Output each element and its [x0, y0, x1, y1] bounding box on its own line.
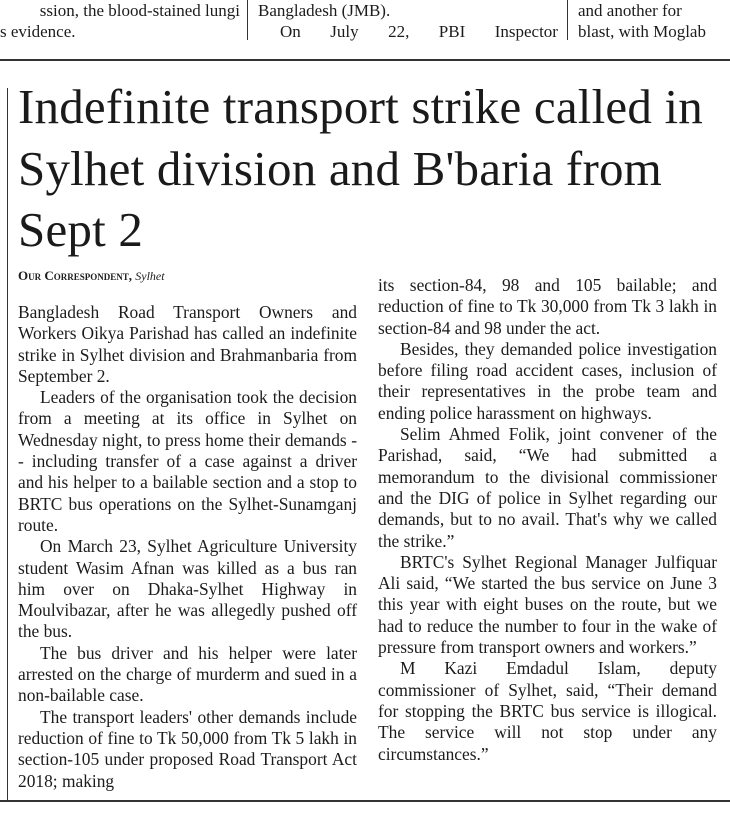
- headline: Indefinite transport strike called in Sylhet division and B'baria from Sept 2: [18, 79, 704, 257]
- fragment-line: ssion, the blood-stained lungi: [39, 1, 240, 20]
- section-divider-top: [0, 59, 730, 61]
- fragment-word: PBI: [438, 22, 466, 41]
- paragraph: On March 23, Sylhet Agriculture University student Wasim Afnan was killed as a bus ran him over on Dhaka-Sylhet Highway in Moulvibazar, after he was allegedly pushed off the bus.: [18, 536, 357, 642]
- paragraph: BRTC's Sylhet Regional Manager Julfiquar Ali said, “We started the bus service on June 3 this year with eight buses on the route, but we had to reduce the number to four in the wake of pressure from transport owners and workers.”: [378, 551, 717, 658]
- fragment-word: July: [330, 22, 359, 41]
- fragment-line: Bangladesh (JMB).: [258, 1, 391, 20]
- prev-story-fragment-left: [0, 0, 240, 42]
- fragment-word: On: [280, 22, 301, 41]
- section-divider-bottom: [0, 800, 730, 802]
- fragment-line: blast, with Moglab: [578, 22, 706, 41]
- prev-story-fragment-middle: [258, 0, 558, 42]
- fragment-word: Inspector: [494, 22, 558, 41]
- byline-author: Our Correspondent,: [18, 268, 133, 283]
- fragment-line: s evidence.: [0, 22, 76, 41]
- article-left-rule: [7, 88, 8, 800]
- paragraph: Besides, they demanded police investigation before filing road accident cases, inclusion of their representatives in the probe team and ending police harassment on highways.: [378, 338, 717, 423]
- fragment-line-justified: [258, 21, 558, 42]
- paragraph: Selim Ahmed Folik, joint convener of the Parishad, said, “We had submitted a memorandum to the divisional commissioner and the DIG of police in Sylhet regarding our demands, but to no avail. That's why we called the strike.”: [378, 424, 717, 551]
- paragraph: Bangladesh Road Transport Owners and Workers Oikya Parishad has called an indefinite strike in Sylhet division and Brahmanbaria from September 2.: [18, 302, 357, 386]
- fragment-word: 22,: [388, 22, 410, 41]
- column-rule: [247, 0, 248, 40]
- byline: [18, 268, 165, 284]
- fragment-line: and another for: [578, 1, 682, 20]
- paragraph: The transport leaders' other demands include reduction of fine to Tk 50,000 from Tk 5 lakh in section-105 under proposed Road Transport Act 2018; making: [18, 706, 357, 791]
- paragraph: M Kazi Emdadul Islam, deputy commissioner of Sylhet, said, “Their demand for stopping the BRTC bus service is illogical. The service will not stop under any circumstances.”: [378, 658, 717, 764]
- paragraph: Leaders of the organisation took the decision from a meeting at its office in Sylhet on Wednesday night, to press home their demands -- including transfer of a case against a driver and his helper to a bailable section and a stop to BRTC bus operations on the Sylhet-Sunamganj route.: [18, 387, 357, 535]
- prev-story-fragment-right: [578, 0, 730, 42]
- article-column-right: [378, 275, 717, 765]
- article-column-left: [18, 302, 357, 792]
- column-rule: [567, 0, 568, 40]
- paragraph: The bus driver and his helper were later arrested on the charge of murderm and sued in a non-bailable case.: [18, 642, 357, 706]
- byline-location: Sylhet: [135, 269, 165, 283]
- paragraph: its section-84, 98 and 105 bailable; and reduction of fine to Tk 30,000 from Tk 3 lakh in section-84 and 98 under the act.: [378, 275, 717, 338]
